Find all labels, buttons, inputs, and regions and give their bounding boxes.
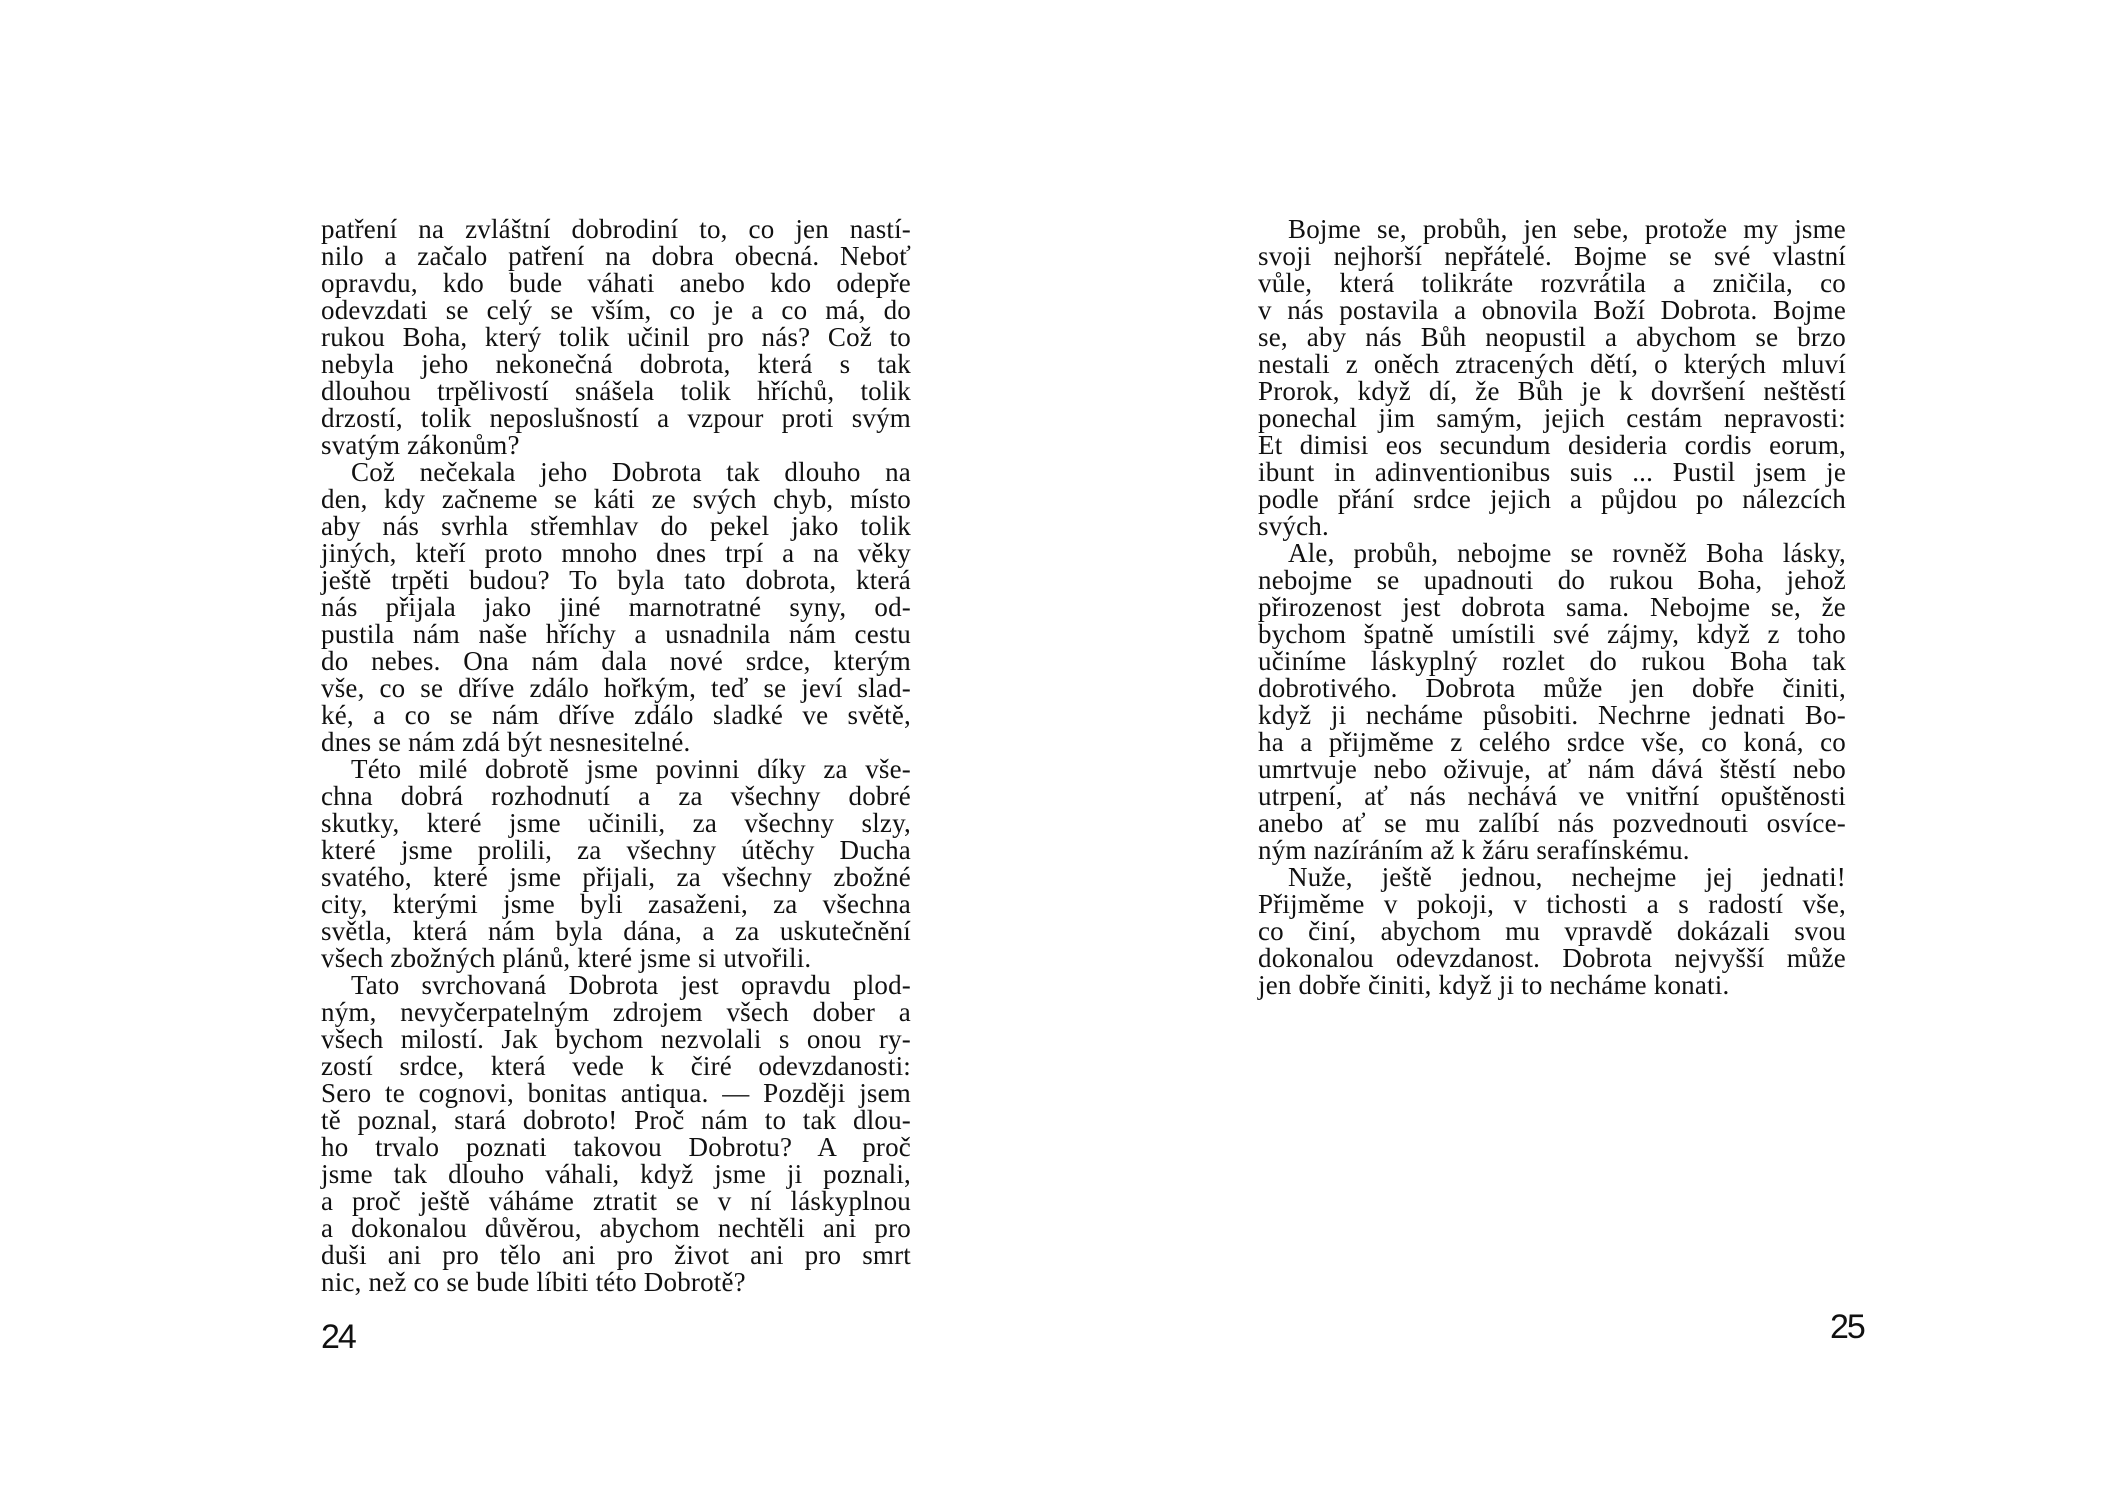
- text-line: jen dobře činiti, když ji to necháme konati.: [1258, 970, 1730, 1000]
- page-number-right: 25: [1830, 1308, 1864, 1346]
- text-line: odevzdati se celý se vším, co je a co má, do: [321, 295, 911, 325]
- text-line: a dokonalou důvěrou, abychom nechtěli ani pro: [321, 1213, 911, 1243]
- text-line: nebojme se upadnouti do rukou Boha, jehož: [1258, 565, 1846, 595]
- text-line: ibunt in adinventionibus suis ... Pustil jsem je: [1258, 457, 1846, 487]
- text-line: nilo a začalo patření na dobra obecná. Neboť: [321, 241, 911, 271]
- page-number-left: 24: [321, 1318, 355, 1356]
- text-line: jsme tak dlouho váhali, když jsme ji poznali,: [321, 1159, 911, 1189]
- text-line: které jsme prolili, za všechny útěchy Ducha: [321, 835, 911, 865]
- text-line: Tato svrchovaná Dobrota jest opravdu plod-: [351, 970, 911, 1000]
- text-line: dokonalou odevzdanost. Dobrota nejvyšší může: [1258, 943, 1846, 973]
- text-line: zostí srdce, která vede k čiré odevzdanosti:: [321, 1051, 911, 1081]
- text-line: Ale, probůh, nebojme se rovněž Boha lásky,: [1288, 538, 1846, 568]
- text-line: se, aby nás Bůh neopustil a abychom se brzo: [1258, 322, 1846, 352]
- text-line: Sero te cognovi, bonitas antiqua. — Později jsem: [321, 1078, 911, 1108]
- text-line: tě poznal, stará dobroto! Proč nám to tak dlou-: [321, 1105, 911, 1135]
- text-line: Nuže, ještě jednou, nechejme jej jednati!: [1288, 862, 1846, 892]
- text-line: ným, nevyčerpatelným zdrojem všech dober a: [321, 997, 911, 1027]
- text-line: dnes se nám zdá být nesnesitelné.: [321, 727, 691, 757]
- text-line: ným nazíráním až k žáru serafínskému.: [1258, 835, 1690, 865]
- text-line: nás přijala jako jiné marnotratné syny, od-: [321, 592, 911, 622]
- text-line: ho trvalo poznati takovou Dobrotu? A proč: [321, 1132, 911, 1162]
- text-line: drzostí, tolik neposlušností a vzpour proti svým: [321, 403, 911, 433]
- text-line: utrpení, ať nás nechává ve vnitřní opuštěnosti: [1258, 781, 1846, 811]
- text-line: den, kdy začneme se káti ze svých chyb, místo: [321, 484, 911, 514]
- text-line: rukou Boha, který tolik učinil pro nás? Což to: [321, 322, 911, 352]
- text-line: dlouhou trpělivostí snášela tolik hříchů, tolik: [321, 376, 911, 406]
- text-line: anebo ať se mu zalíbí nás pozvednouti osvíce-: [1258, 808, 1846, 838]
- text-line: a proč ještě váháme ztratit se v ní láskyplnou: [321, 1186, 911, 1216]
- text-line: Bojme se, probůh, jen sebe, protože my jsme: [1288, 214, 1846, 244]
- left-page-text: [321, 216, 911, 1296]
- right-page: [1058, 0, 2116, 1500]
- text-line: ké, a co se nám dříve zdálo sladké ve světě,: [321, 700, 911, 730]
- text-line: všech zbožných plánů, které jsme si utvořili.: [321, 943, 812, 973]
- text-line: nic, než co se bude líbiti této Dobrotě?: [321, 1267, 746, 1297]
- text-line: umrtvuje nebo oživuje, ať nám dává štěstí nebo: [1258, 754, 1846, 784]
- text-line: Prorok, když dí, že Bůh je k dovršení neštěstí: [1258, 376, 1846, 406]
- text-line: duši ani pro tělo ani pro život ani pro smrt: [321, 1240, 911, 1270]
- text-line: Této milé dobrotě jsme povinni díky za vše-: [351, 754, 911, 784]
- text-line: světla, která nám byla dána, a za uskutečnění: [321, 916, 911, 946]
- text-line: Et dimisi eos secundum desideria cordis eorum,: [1258, 430, 1846, 460]
- text-line: nestali z oněch ztracených dětí, o kterých mluví: [1258, 349, 1846, 379]
- text-line: přirozenost jest dobrota sama. Nebojme se, že: [1258, 592, 1846, 622]
- text-line: učiníme láskyplný rozlet do rukou Boha tak: [1258, 646, 1846, 676]
- text-line: svatého, které jsme přijali, za všechny zbožné: [321, 862, 911, 892]
- text-line: v nás postavila a obnovila Boží Dobrota. Bojme: [1258, 295, 1846, 325]
- text-line: Což nečekala jeho Dobrota tak dlouho na: [351, 457, 911, 487]
- text-line: ha a přijměme z celého srdce vše, co koná, co: [1258, 727, 1846, 757]
- text-line: chna dobrá rozhodnutí a za všechny dobré: [321, 781, 911, 811]
- text-line: podle přání srdce jejich a půjdou po nálezcích: [1258, 484, 1846, 514]
- text-line: když ji necháme působiti. Nechrne jednati Bo-: [1258, 700, 1846, 730]
- text-line: vůle, která tolikráte rozvrátila a zničila, co: [1258, 268, 1846, 298]
- text-line: do nebes. Ona nám dala nové srdce, kterým: [321, 646, 911, 676]
- text-line: bychom špatně umístili své zájmy, když z toho: [1258, 619, 1846, 649]
- text-line: ponechal jim samým, jejich cestám nepravosti:: [1258, 403, 1846, 433]
- text-line: skutky, které jsme učinili, za všechny slzy,: [321, 808, 911, 838]
- text-line: nebyla jeho nekonečná dobrota, která s tak: [321, 349, 911, 379]
- right-page-text: [1258, 216, 1846, 999]
- text-line: pustila nám naše hříchy a usnadnila nám cestu: [321, 619, 911, 649]
- text-line: ještě trpěti budou? To byla tato dobrota, která: [321, 565, 911, 595]
- text-line: opravdu, kdo bude váhati anebo kdo odepře: [321, 268, 911, 298]
- text-line: vše, co se dříve zdálo hořkým, teď se jeví slad-: [321, 673, 911, 703]
- text-line: svých.: [1258, 511, 1329, 541]
- text-line: Přijměme v pokoji, v tichosti a s radostí vše,: [1258, 889, 1846, 919]
- text-line: aby nás svrhla střemhlav do pekel jako tolik: [321, 511, 911, 541]
- text-line: city, kterými jsme byli zasaženi, za všechna: [321, 889, 911, 919]
- text-line: svoji nejhorší nepřátelé. Bojme se své vlastní: [1258, 241, 1846, 271]
- text-line: dobrotivého. Dobrota může jen dobře činiti,: [1258, 673, 1846, 703]
- text-line: patření na zvláštní dobrodiní to, co jen nastí-: [321, 214, 911, 244]
- text-line: jiných, kteří proto mnoho dnes trpí a na věky: [321, 538, 911, 568]
- text-line: svatým zákonům?: [321, 430, 520, 460]
- text-line: všech milostí. Jak bychom nezvolali s onou ry-: [321, 1024, 911, 1054]
- text-line: co činí, abychom mu vpravdě dokázali svou: [1258, 916, 1846, 946]
